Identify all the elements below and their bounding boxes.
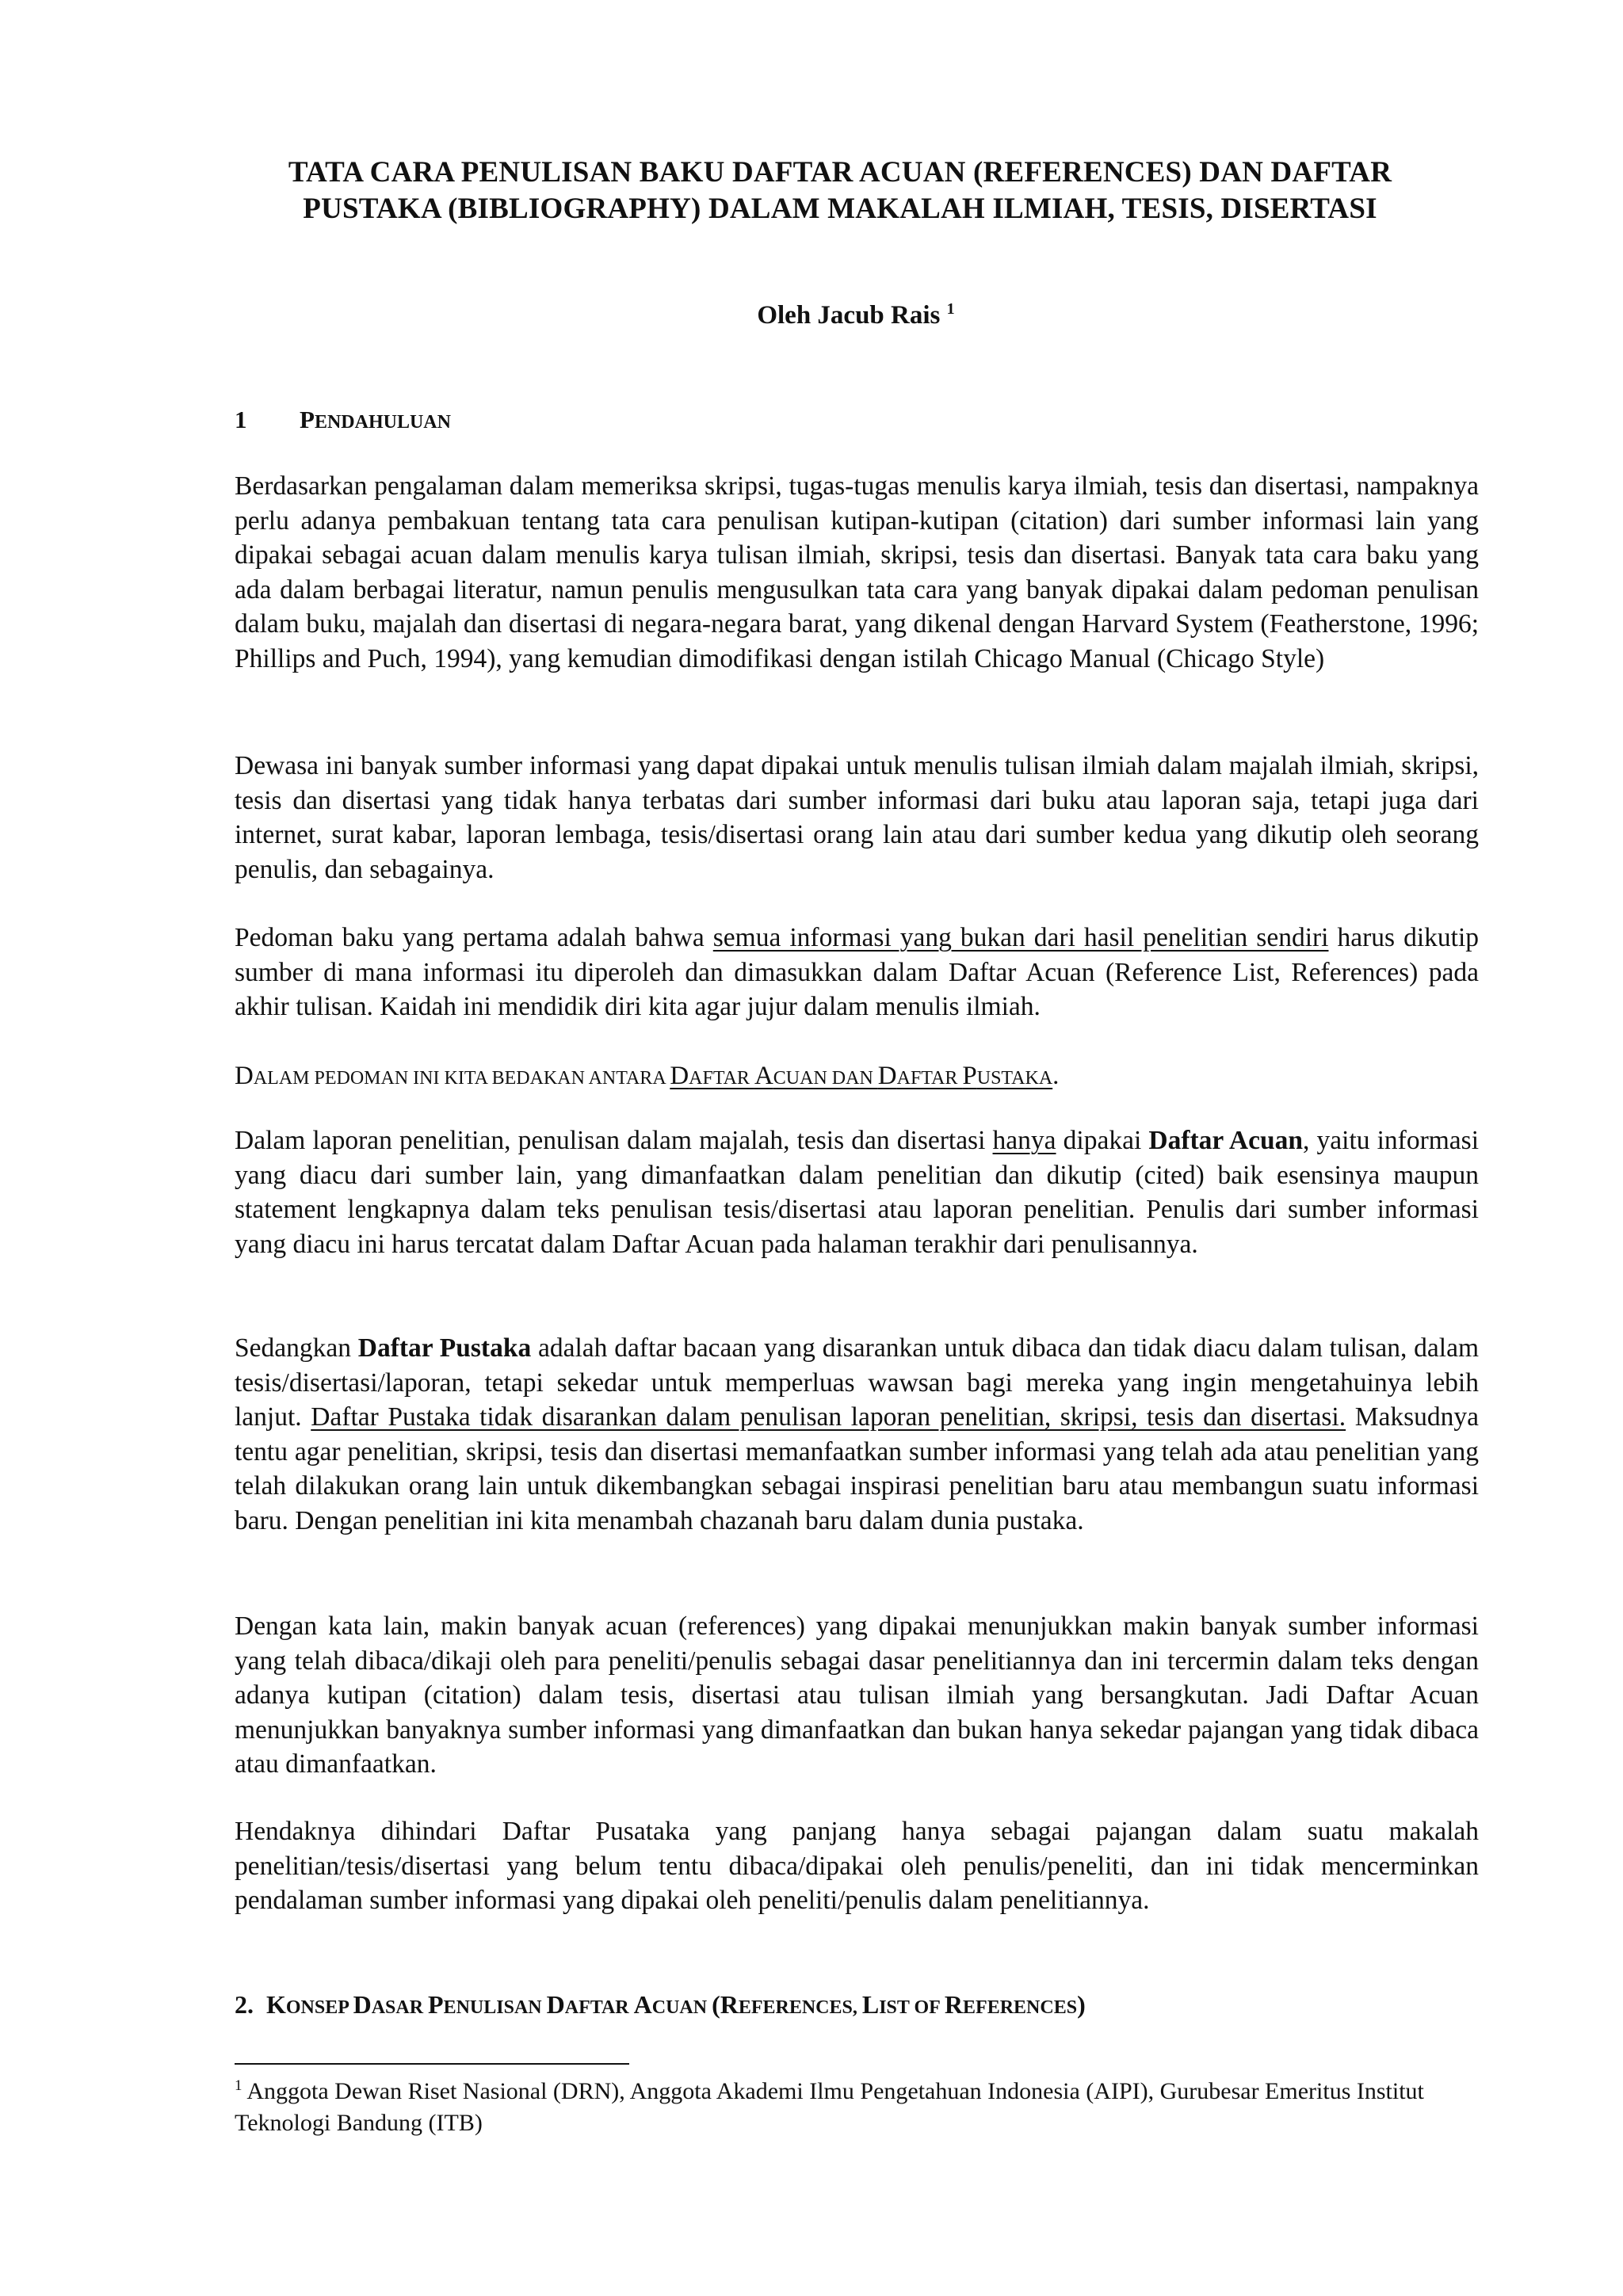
paragraph-4-text-c: , yaitu informasi yang diacu dari sumber lain, yang dimanfaatkan dalam penelitian dan dikutip (cited) baik esensinya maupun statement lengkapnya dalam teks penulisan tesis/disertasi atau laporan penelitian. Penulis dari sumber informasi yang diacu ini harus tercatat dalam Daftar Acuan pada halaman terakhir dari penulisannya. xyxy=(235,1126,1480,1259)
paragraph-1-block xyxy=(235,469,1479,676)
footnote-text: Anggota Dewan Riset Nasional (DRN), Anggota Akademi Ilmu Pengetahuan Indonesia (AIPI), Gurubesar Emeritus Institut Teknologi Bandung (ITB) xyxy=(235,2078,1424,2136)
smallcaps-statement xyxy=(235,1060,1059,1094)
paragraph-3 xyxy=(235,921,1479,1024)
paragraph-4-text-b: dipakai xyxy=(1056,1126,1149,1155)
paragraph-5-text-c: Maksudnya tentu agar penelitian, skripsi, tesis dan disertasi memanfaatkan sumber informasi yang telah ada atau penelitian yang telah dilakukan orang lain untuk dikembangkan sebagai inspirasi penelitian baru atau membangun suatu informasi baru. Dengan penelitian ini kita menambah chazanah baru dalam dunia pustaka. xyxy=(235,1402,1480,1535)
author-line xyxy=(0,299,1623,331)
sc-u3-small: AFTAR xyxy=(896,1068,963,1089)
sc-seg1-big: D xyxy=(235,1062,254,1090)
paragraph-5-bold: Daftar Pustaka xyxy=(357,1333,532,1363)
paragraph-2-block xyxy=(235,749,1479,887)
section-1-title-initial: P xyxy=(300,406,315,433)
section-1-heading xyxy=(235,404,451,438)
paragraph-2: Dewasa ini banyak sumber informasi yang dapat dipakai untuk menulis tulisan ilmiah dalam majalah ilmiah, skripsi, tesis dan disertasi yang tidak hanya terbatas dari sumber informasi dari buku atau laporan saja, tetapi juga dari internet, surat kabar, laporan lembaga, tesis/disertasi orang lain atau dari sumber kedua yang dikutip oleh seorang penulis, dan sebagainya. xyxy=(235,751,1479,884)
section-2-part: KONSEP xyxy=(266,1990,353,2019)
paragraph-4-bold: Daftar Acuan xyxy=(1148,1126,1304,1155)
sc-end: . xyxy=(1052,1062,1060,1090)
document-title xyxy=(206,154,1474,227)
sc-seg1-small: ALAM PEDOMAN INI KITA BEDAKAN ANTARA xyxy=(253,1068,670,1089)
paragraph-6: Dengan kata lain, makin banyak acuan (references) yang dipakai menunjukkan makin banyak sumber informasi yang telah dibaca/dikaji oleh para peneliti/penulis sebagai dasar penelitiannya dan ini tercermin dalam teks dengan adanya kutipan (citation) dalam tesis, disertasi atau tulisan ilmiah yang bersangkutan. Jadi Daftar Acuan menunjukkan banyaknya sumber informasi yang dimanfaatkan dan bukan hanya sekedar pajangan yang tidak dibaca atau dimanfaatkan. xyxy=(235,1611,1479,1779)
paragraph-5-block xyxy=(235,1331,1479,1538)
section-2-part: ACUAN xyxy=(633,1990,712,2019)
sc-u1-big: D xyxy=(670,1062,689,1090)
section-2-number: 2. xyxy=(235,1990,254,2019)
paragraph-4 xyxy=(235,1123,1479,1261)
title-line-2: PUSTAKA (BIBLIOGRAPHY) DALAM MAKALAH ILMIAH, TESIS, DISERTASI xyxy=(303,193,1377,225)
paragraph-3-text-b: harus dikutip sumber di mana informasi itu diperoleh dan dimasukkan dalam Daftar Acuan (Reference List, References) pada akhir tulisan. Kaidah ini mendidik diri kita agar jujur dalam menulis ilmiah. xyxy=(235,923,1480,1021)
paragraph-5-text-b: adalah daftar bacaan yang disarankan untuk dibaca dan tidak diacu dalam tulisan, dalam tesis/disertasi/laporan, tetapi sekedar untuk memperluas wawsan bagi mereka yang ingin mengetahuinya lebih lanjut. xyxy=(235,1333,1480,1432)
paragraph-3-block xyxy=(235,921,1479,1024)
sc-u4-big: P xyxy=(962,1062,977,1090)
paragraph-4-block xyxy=(235,1123,1479,1261)
section-2-part: LIST OF xyxy=(861,1990,945,2019)
sc-u2-small: CUAN DAN xyxy=(773,1068,878,1089)
footnote xyxy=(235,2076,1503,2139)
sc-u1-small: AFTAR xyxy=(689,1068,754,1089)
section-2-part: DAFTAR xyxy=(546,1990,634,2019)
section-2-part: DASAR xyxy=(353,1990,429,2019)
author-footnote-mark: 1 xyxy=(946,300,955,318)
section-1-number: 1 xyxy=(235,406,247,433)
title-line-1: TATA CARA PENULISAN BAKU DAFTAR ACUAN (REFERENCES) DAN DAFTAR xyxy=(288,156,1392,189)
sc-u2-big: A xyxy=(754,1062,773,1090)
section-2-part: ) xyxy=(1077,1990,1086,2019)
author-name: Oleh Jacub Rais xyxy=(757,301,941,330)
paragraph-7: Hendaknya dihindari Daftar Pusataka yang panjang hanya sebagai pajangan dalam suatu makalah penelitian/tesis/disertasi yang belum tentu dibaca/dipakai oleh penulis/peneliti, dan ini tidak mencerminkan pendalaman sumber informasi yang dipakai oleh peneliti/penulis dalam penelitiannya. xyxy=(235,1817,1479,1915)
paragraph-1: Berdasarkan pengalaman dalam memeriksa skripsi, tugas-tugas menulis karya ilmiah, tesis dan disertasi, nampaknya perlu adanya pembakuan tentang tata cara penulisan kutipan-kutipan (citation) dari sumber informasi lain yang dipakai sebagai acuan dalam menulis karya tulisan ilmiah, skripsi, tesis dan disertasi. Banyak tata cara baku yang ada dalam berbagai literatur, namun penulis mengusulkan tata cara yang banyak dipakai dalam pedoman penulisan dalam buku, majalah dan disertasi di negara-negara barat, yang dikenal dengan Harvard System (Featherstone, 1996; Phillips and Puch, 1994), yang kemudian dimodifikasi dengan istilah Chicago Manual (Chicago Style) xyxy=(235,471,1479,673)
paragraph-6-block xyxy=(235,1609,1479,1782)
paragraph-5-underlined: Daftar Pustaka tidak disarankan dalam penulisan laporan penelitian, skripsi, tesis dan disertasi. xyxy=(311,1402,1346,1432)
paragraph-4-text-a: Dalam laporan penelitian, penulisan dalam majalah, tesis dan disertasi xyxy=(235,1126,993,1155)
paragraph-5 xyxy=(235,1331,1479,1538)
paragraph-5-text-a: Sedangkan xyxy=(235,1333,358,1363)
section-2-heading xyxy=(235,1989,1086,2023)
section-2-part: PENULISAN xyxy=(428,1990,547,2019)
sc-underlined-phrase xyxy=(670,1062,1052,1090)
paragraph-7-block xyxy=(235,1814,1479,1918)
paragraph-4-underlined: hanya xyxy=(992,1126,1056,1155)
footnote-separator xyxy=(235,2063,629,2065)
paragraph-3-text-a: Pedoman baku yang pertama adalah bahwa xyxy=(235,923,713,952)
sc-u4-small: USTAKA xyxy=(976,1068,1053,1089)
paragraph-3-underlined: semua informasi yang bukan dari hasil penelitian sendiri xyxy=(712,923,1329,952)
sc-u3-big: D xyxy=(877,1062,897,1090)
footnote-mark: 1 xyxy=(235,2077,242,2094)
section-2-part: REFERENCES xyxy=(944,1990,1078,2019)
section-1-title-rest: ENDAHULUAN xyxy=(314,412,451,433)
section-2-part: (REFERENCES, xyxy=(712,1990,862,2019)
